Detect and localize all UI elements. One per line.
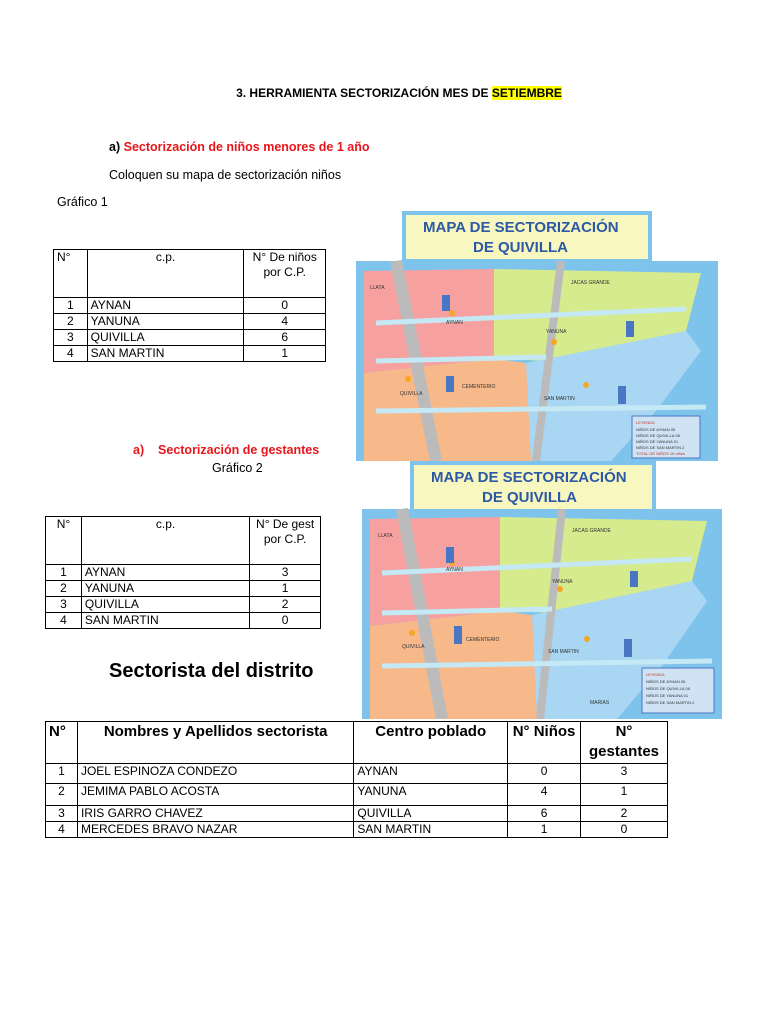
figure1-caption: Gráfico 1 bbox=[57, 195, 108, 209]
table-row bbox=[54, 346, 326, 362]
table-row bbox=[46, 565, 321, 581]
table-cell: 0 bbox=[581, 822, 668, 838]
label-llata: LLATA bbox=[378, 533, 393, 539]
table-row bbox=[46, 581, 321, 597]
table-cell: 1 bbox=[54, 298, 88, 314]
table-cell: IRIS GARRO CHAVEZ bbox=[77, 806, 353, 822]
marker bbox=[584, 636, 590, 642]
map-title-line1: MAPA DE SECTORIZACIÓN bbox=[423, 219, 619, 236]
pregnant-table bbox=[45, 516, 321, 629]
table-header-cell: Centro poblado bbox=[354, 722, 508, 764]
table-cell: 4 bbox=[54, 346, 88, 362]
table-header-cell: N° bbox=[46, 517, 82, 565]
label-aynan: AYNAN bbox=[446, 567, 463, 573]
table-cell: AYNAN bbox=[81, 565, 249, 581]
table-header-cell: Nombres y Apellidos sectorista bbox=[77, 722, 353, 764]
person-icon bbox=[630, 571, 638, 587]
table-cell: JOEL ESPINOZA CONDEZO bbox=[77, 764, 353, 784]
table-cell: 1 bbox=[46, 565, 82, 581]
table-cell: 6 bbox=[244, 330, 326, 346]
person-icon bbox=[454, 626, 462, 644]
page-title bbox=[0, 86, 768, 100]
children-table bbox=[53, 249, 326, 362]
label-marias: MARIAS bbox=[590, 700, 610, 706]
table-row bbox=[46, 597, 321, 613]
table-cell: SAN MARTIN bbox=[87, 346, 244, 362]
person-icon bbox=[618, 386, 626, 404]
table-row bbox=[46, 764, 668, 784]
table-row bbox=[46, 806, 668, 822]
marker bbox=[583, 382, 589, 388]
table-cell: 1 bbox=[244, 346, 326, 362]
legend-item: NIÑOS DE YANUNA 01 bbox=[646, 693, 689, 698]
table-cell: YANUNA bbox=[87, 314, 244, 330]
legend-item: NIÑOS DE QUIVILLA 08 bbox=[646, 686, 690, 691]
section1-heading bbox=[109, 140, 370, 154]
marker bbox=[557, 586, 563, 592]
table-row bbox=[54, 314, 326, 330]
section1-letter: a) bbox=[109, 140, 121, 154]
table-cell: 2 bbox=[46, 784, 78, 806]
table-header-cell: N° Niños bbox=[508, 722, 581, 764]
table-row bbox=[54, 330, 326, 346]
person-icon bbox=[626, 321, 634, 337]
label-sanmartin: SAN MARTIN bbox=[544, 396, 575, 402]
table-cell: 3 bbox=[581, 764, 668, 784]
table-cell: 1 bbox=[46, 764, 78, 784]
table-cell: 3 bbox=[46, 806, 78, 822]
person-icon bbox=[624, 639, 632, 657]
table-cell: 0 bbox=[244, 298, 326, 314]
table-cell: 0 bbox=[250, 613, 321, 629]
table-cell: 2 bbox=[46, 581, 82, 597]
legend-item: TOTAL DE NIÑOS 16 niños bbox=[636, 451, 686, 456]
label-llata: LLATA bbox=[370, 285, 385, 291]
legend-item: NIÑOS DE AYNAN 05 bbox=[636, 427, 676, 432]
legend-item: NIÑOS DE QUIVILLA 08 bbox=[636, 433, 680, 438]
label-cementerio: CEMENTERIO bbox=[462, 384, 496, 390]
table-header bbox=[54, 250, 326, 298]
marker bbox=[405, 376, 411, 382]
label-sanmartin: SAN MARTIN bbox=[548, 649, 579, 655]
table-cell: 2 bbox=[54, 314, 88, 330]
table-cell: 1 bbox=[508, 822, 581, 838]
marker bbox=[409, 630, 415, 636]
table-cell: 2 bbox=[581, 806, 668, 822]
table-header bbox=[46, 517, 321, 565]
legend-item: NIÑOS DE AYNAN 05 bbox=[646, 679, 686, 684]
table-cell: QUIVILLA bbox=[354, 806, 508, 822]
table-cell: 6 bbox=[508, 806, 581, 822]
table-header-cell: c.p. bbox=[87, 250, 244, 298]
legend-item: NIÑOS DE YANUNA 01 bbox=[636, 439, 679, 444]
person-icon bbox=[446, 376, 454, 392]
table-cell: 3 bbox=[250, 565, 321, 581]
label-quivilla: QUIVILLA bbox=[400, 391, 423, 397]
section1-title: Sectorización de niños menores de 1 año bbox=[123, 140, 370, 154]
table-cell: 4 bbox=[508, 784, 581, 806]
table-cell: 1 bbox=[250, 581, 321, 597]
table-row bbox=[46, 822, 668, 838]
table-cell: SAN MARTIN bbox=[81, 613, 249, 629]
table-row bbox=[54, 298, 326, 314]
label-aynan: AYNAN bbox=[446, 320, 463, 326]
sector-map-1 bbox=[356, 211, 718, 461]
table-header-cell: c.p. bbox=[81, 517, 249, 565]
table-cell: QUIVILLA bbox=[87, 330, 244, 346]
table-cell: 4 bbox=[46, 613, 82, 629]
table-header-cell: N° De gest por C.P. bbox=[250, 517, 321, 565]
table-cell: AYNAN bbox=[354, 764, 508, 784]
table-cell: 1 bbox=[581, 784, 668, 806]
map-title-line2: DE QUIVILLA bbox=[473, 239, 569, 256]
table-cell: SAN MARTIN bbox=[354, 822, 508, 838]
section2-heading bbox=[133, 443, 319, 457]
legend-title: LEYENDA bbox=[636, 420, 655, 425]
title-highlight: SETIEMBRE bbox=[491, 86, 562, 100]
map-graphic bbox=[362, 461, 722, 719]
table-header-cell: N° gestantes bbox=[581, 722, 668, 764]
table-header-cell: N° De niños por C.P. bbox=[244, 250, 326, 298]
table-cell: 2 bbox=[250, 597, 321, 613]
label-yanuna: YANUNA bbox=[552, 579, 573, 585]
sectorist-table bbox=[45, 721, 668, 838]
figure2-caption: Gráfico 2 bbox=[212, 461, 263, 475]
label-cementerio: CEMENTERIO bbox=[466, 637, 500, 643]
map-graphic bbox=[356, 211, 718, 461]
table-cell: 3 bbox=[46, 597, 82, 613]
table-header-cell: N° bbox=[54, 250, 88, 298]
label-jacas: JACAS GRANDE bbox=[571, 280, 610, 286]
person-icon bbox=[442, 295, 450, 311]
table-cell: JEMIMA PABLO ACOSTA bbox=[77, 784, 353, 806]
section2-letter: a) bbox=[133, 443, 145, 457]
table-header bbox=[46, 722, 668, 764]
table-cell: QUIVILLA bbox=[81, 597, 249, 613]
title-prefix: 3. HERRAMIENTA SECTORIZACIÓN MES DE bbox=[236, 86, 492, 100]
legend-title: LEYENDA bbox=[646, 672, 665, 677]
table-cell: MERCEDES BRAVO NAZAR bbox=[77, 822, 353, 838]
table-cell: YANUNA bbox=[81, 581, 249, 597]
table-cell: 3 bbox=[54, 330, 88, 346]
sector-map-2 bbox=[362, 461, 722, 719]
section2-title: Sectorización de gestantes bbox=[158, 443, 320, 457]
marker bbox=[551, 339, 557, 345]
table-row bbox=[46, 613, 321, 629]
district-heading: Sectorista del distrito bbox=[109, 660, 314, 682]
table-row bbox=[46, 784, 668, 806]
table-cell: 4 bbox=[46, 822, 78, 838]
label-jacas: JACAS GRANDE bbox=[572, 528, 611, 534]
legend-item: NIÑOS DE SAN MARTIN 2 bbox=[646, 700, 695, 705]
table-cell: AYNAN bbox=[87, 298, 244, 314]
person-icon bbox=[446, 547, 454, 563]
label-yanuna: YANUNA bbox=[546, 329, 567, 335]
label-quivilla: QUIVILLA bbox=[402, 644, 425, 650]
table-header-cell: N° bbox=[46, 722, 78, 764]
table-cell: 4 bbox=[244, 314, 326, 330]
map-title-line1: MAPA DE SECTORIZACIÓN bbox=[431, 469, 627, 486]
legend-item: NIÑOS DE SAN MARTIN 2 bbox=[636, 445, 685, 450]
table-cell: 0 bbox=[508, 764, 581, 784]
map-title-line2: DE QUIVILLA bbox=[482, 489, 578, 506]
section1-instruction: Coloquen su mapa de sectorización niños bbox=[109, 168, 342, 182]
table-cell: YANUNA bbox=[354, 784, 508, 806]
